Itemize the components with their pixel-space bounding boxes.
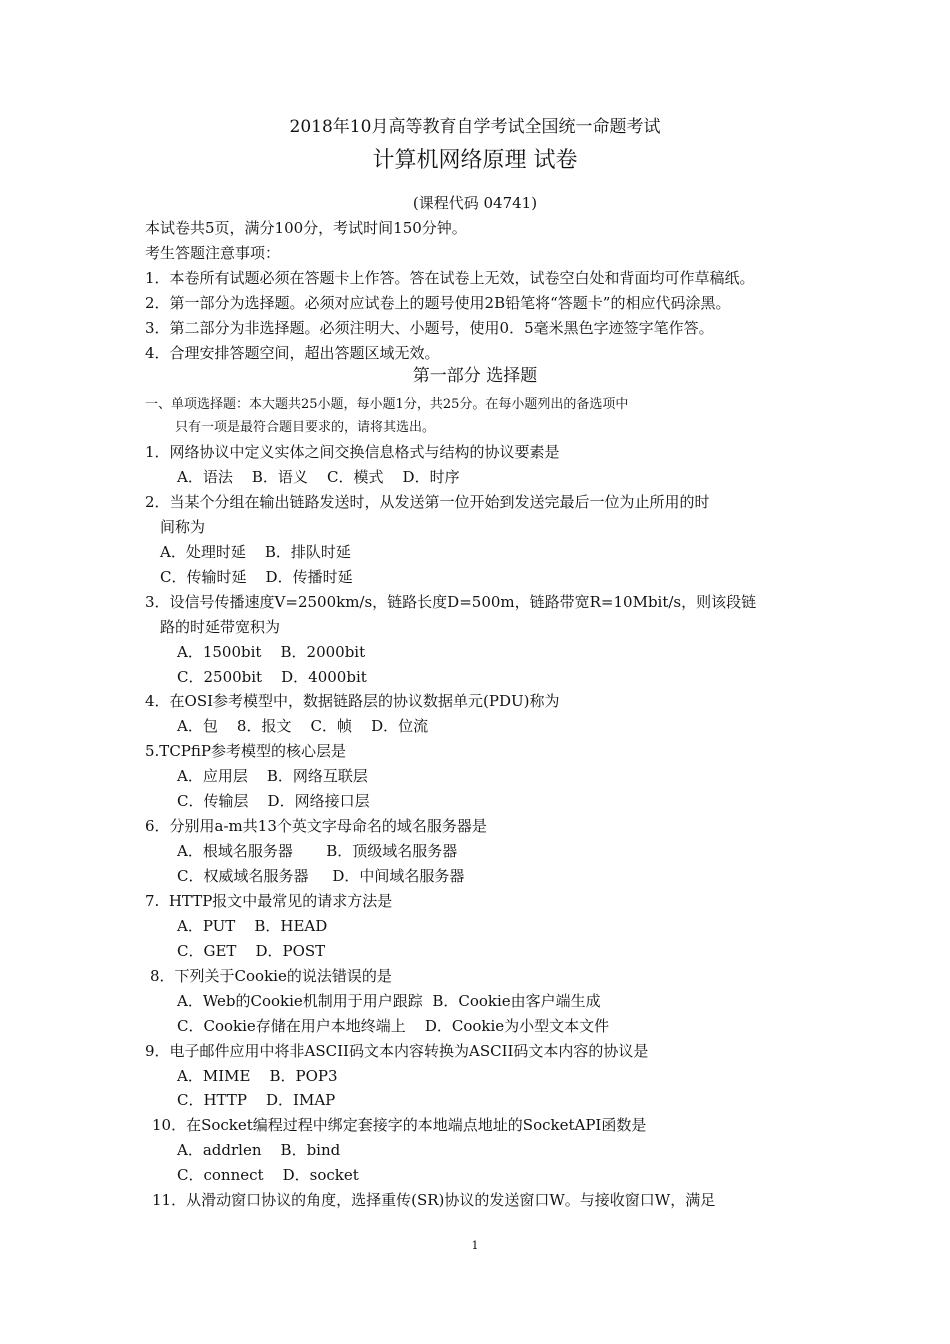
question-7-options-1: A．PUT B．HEAD — [177, 917, 328, 935]
question-5-options-1: A．应用层 B．网络互联层 — [177, 767, 368, 785]
question-10: 10．在Socket编程过程中绑定套接字的本地端点地址的SocketAPI函数是 — [152, 1116, 647, 1134]
page-number: 1 — [471, 1239, 479, 1252]
question-2-cont: 间称为 — [160, 518, 206, 536]
part1-intro-2: 只有一项是最符合题目要求的，请将其选出。 — [175, 420, 436, 435]
question-9-options-2: C．HTTP D．IMAP — [177, 1091, 336, 1109]
part1-title: 第一部分 选择题 — [412, 366, 538, 386]
note-3: 3．第二部分为非选择题。必须注明大、小题号，使用0．5毫米黑色字迹签字笔作答。 — [145, 319, 714, 337]
question-4-options: A．包 8．报文 C．帧 D．位流 — [177, 717, 429, 735]
exam-title: 计算机网络原理 试卷 — [372, 148, 578, 173]
question-10-options-1: A．addrlen B．bind — [177, 1141, 341, 1159]
notes-title: 考生答题注意事项： — [145, 244, 281, 262]
note-4: 4．合理安排答题空间，超出答题区域无效。 — [145, 344, 440, 362]
question-8-options-1: A．Web的Cookie机制用于用户跟踪 B．Cookie由客户端生成 — [177, 992, 601, 1010]
exam-info: 本试卷共5页，满分100分，考试时间150分钟。 — [145, 219, 467, 237]
question-8: 8．下列关于Cookie的说法错误的是 — [150, 967, 392, 985]
question-6-options-2: C．权威域名服务器 D．中间域名服务器 — [177, 867, 465, 885]
part1-intro-1: 一、单项选择题：本大题共25小题，每小题1分，共25分。在每小题列出的备选项中 — [145, 397, 629, 412]
question-6: 6．分别用a-m共13个英文字母命名的域名服务器是 — [145, 817, 487, 835]
question-2-options-2: C．传输时延 D．传播时延 — [160, 568, 353, 586]
question-3-options-1: A．1500bit B．2000bit — [177, 643, 366, 661]
question-5: 5.TCPfiP参考模型的核心层是 — [145, 742, 346, 760]
question-3: 3．设信号传播速度V=2500km/s，链路长度D=500m，链路带宽R=10Mbit/s，则该段链 — [145, 593, 757, 611]
question-11: 11．从滑动窗口协议的角度，选择重传(SR)协议的发送窗口W。与接收窗口W，满足 — [152, 1191, 716, 1209]
question-2: 2．当某个分组在输出链路发送时，从发送第一位开始到发送完最后一位为止所用的时 — [145, 493, 710, 511]
question-3-cont: 路的时延带宽积为 — [160, 618, 281, 636]
question-1: 1．网络协议中定义实体之间交换信息格式与结构的协议要素是 — [145, 443, 560, 461]
question-10-options-2: C．connect D．socket — [177, 1166, 359, 1184]
note-2: 2．第一部分为选择题。必须对应试卷上的题号使用2B铅笔将“答题卡”的相应代码涂黑。 — [145, 294, 731, 312]
question-6-options-1: A．根域名服务器 B．顶级域名服务器 — [177, 842, 458, 860]
question-7: 7. HTTP报文中最常见的请求方法是 — [145, 892, 393, 910]
question-5-options-2: C．传输层 D．网络接口层 — [177, 792, 370, 810]
question-8-options-2: C．Cookie存储在用户本地终端上 D．Cookie为小型文本文件 — [177, 1017, 610, 1035]
question-9: 9．电子邮件应用中将非ASCII码文本内容转换为ASCII码文本内容的协议是 — [145, 1042, 649, 1060]
question-4: 4．在OSI参考模型中，数据链路层的协议数据单元(PDU)称为 — [145, 692, 560, 710]
exam-header: 2018年10月高等教育自学考试全国统一命题考试 — [289, 117, 661, 137]
question-7-options-2: C．GET D．POST — [177, 942, 326, 960]
question-9-options-1: A．MIME B．POP3 — [177, 1067, 338, 1085]
question-3-options-2: C．2500bit D．4000bit — [177, 668, 367, 686]
question-2-options-1: A．处理时延 B．排队时延 — [160, 543, 351, 561]
question-1-options: A．语法 B．语义 C．模式 D．时序 — [177, 468, 460, 486]
course-code: (课程代码 04741) — [412, 194, 538, 212]
note-1: 1．本卷所有试题必须在答题卡上作答。答在试卷上无效，试卷空白处和背面均可作草稿纸。 — [145, 269, 755, 287]
